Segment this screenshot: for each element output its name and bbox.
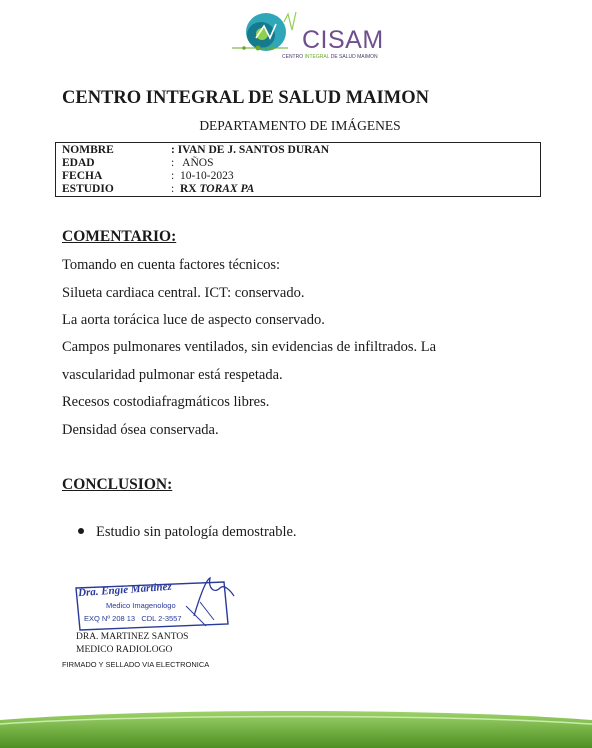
footer-wave-decoration: [0, 700, 592, 748]
patient-info-box: [55, 142, 541, 197]
age-value: : AÑOS: [171, 157, 214, 169]
signature-title: MEDICO RADIOLOGO: [76, 645, 173, 655]
bullet-icon: [78, 528, 84, 534]
stamp-doctor-name: Dra. Engie Martinez: [77, 580, 173, 600]
comment-line: Densidad ósea conservada.: [62, 422, 219, 438]
study-value: : RX TORAX PA: [171, 183, 255, 195]
date-label: FECHA: [62, 170, 103, 182]
conclusion-heading: CONCLUSION:: [62, 476, 173, 493]
stamp-license: EXQ Nº 208 13 CDL 2-3557: [84, 614, 182, 623]
page-title: CENTRO INTEGRAL DE SALUD MAIMON: [62, 88, 429, 108]
comment-heading: COMENTARIO:: [62, 228, 177, 245]
cisam-logo: [228, 8, 384, 70]
department-name: DEPARTAMENTO DE IMÁGENES: [199, 118, 401, 133]
comment-line: Recesos costodiafragmáticos libres.: [62, 394, 270, 410]
doctor-stamp: [74, 576, 242, 634]
signature-note: FIRMADO Y SELLADO VIA ELECTRONICA: [62, 660, 210, 669]
age-label: EDAD: [62, 157, 95, 169]
comment-line: Campos pulmonares ventilados, sin evidencias de infiltrados. La: [62, 339, 437, 355]
conclusion-item: Estudio sin patología demostrable.: [78, 524, 297, 541]
name-label: NOMBRE: [62, 144, 114, 156]
comment-line: La aorta torácica luce de aspecto conservado.: [62, 312, 325, 328]
comment-line: Silueta cardiaca central. ICT: conservado.: [62, 285, 305, 301]
stamp-role: Medico Imagenologo: [106, 601, 176, 610]
logo-wordmark: CISAM: [302, 26, 384, 54]
comment-line: Tomando en cuenta factores técnicos:: [62, 257, 281, 273]
name-value: : IVAN DE J. SANTOS DURAN: [171, 144, 330, 156]
comment-line: vascularidad pulmonar está respetada.: [62, 367, 283, 383]
date-value: : 10-10-2023: [171, 170, 234, 182]
study-label: ESTUDIO: [62, 183, 114, 195]
signature-name: DRA. MARTINEZ SANTOS: [76, 632, 189, 642]
logo-subtitle: CENTRO INTEGRAL DE SALUD MAIMON: [282, 54, 378, 60]
